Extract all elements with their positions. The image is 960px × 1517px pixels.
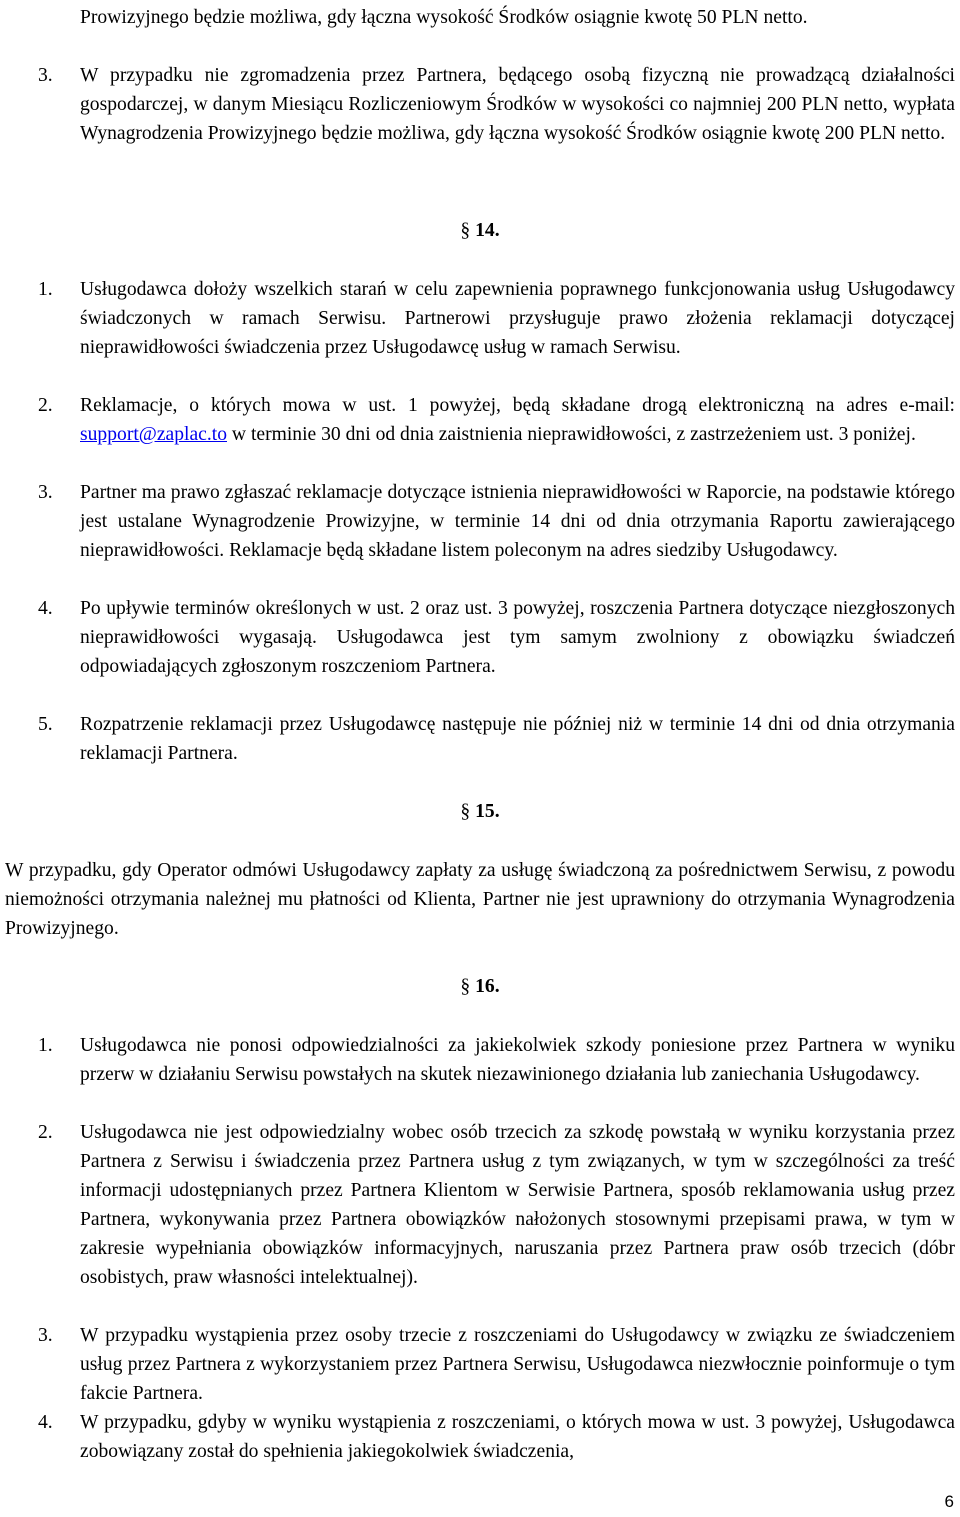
section-number: 14. (475, 220, 500, 241)
section-paragraph: W przypadku, gdy Operator odmówi Usługodawcy zapłaty za usługę świadczoną za pośrednictwem Serwisu, z powodu niemożności otrzymania należnej mu płatności od Klienta, Partner nie jest uprawniony do otrzymania Wynagrodzenia Prowizyjnego. (5, 860, 955, 940)
section-sign: § (460, 801, 471, 822)
item-text: Rozpatrzenie reklamacji przez Usługodawcę następuje nie później niż w terminie 14 dni od dnia otrzymania reklamacji Partnera. (80, 714, 955, 765)
list-item (38, 1031, 955, 1089)
item-number: 2. (38, 1122, 53, 1143)
item-text-after: w terminie 30 dni od dnia zaistnienia nieprawidłowości, z zastrzeżeniem ust. 3 poniżej. (231, 424, 916, 446)
item-text: W przypadku nie zgromadzenia przez Partnera, będącego osobą fizyczną nie prowadzącą działalności gospodarczej, w danym Miesiącu Rozliczeniowym Środków w wysokości co najmniej 200 PLN netto, wypłata Wynagrodzenia Prowizyjnego będzie możliwa, gdy łączna wysokość Środków osiągnie kwotę 200 PLN netto. (80, 65, 955, 145)
section-heading-16 (0, 972, 960, 1001)
item-text: Usługodawca nie jest odpowiedzialny wobec osób trzecich za szkodę powstałą w wyniku korzystania przez Partnera z Serwisu i świadczenia przez Partnera usług z tym związanych, w tym w szczególności za treść informacji udostępnianych przez Partnera Klientom w Serwisie Partnera, sposób reklamowania usług przez Partnera, wykonywania przez Partnera obowiązków nałożonych stosownymi przepisami prawa, w tym w zakresie wypełniania obowiązków informacyjnych, naruszania przez Partnera praw osób trzecich (dóbr osobistych, praw własności intelektualnej). (80, 1122, 955, 1289)
item-text: Partner ma prawo zgłaszać reklamacje dotyczące istnienia nieprawidłowości w Raporcie, na podstawie którego jest ustalane Wynagrodzenie Prowizyjne, w terminie 14 dni od dnia otrzymania Raportu zawierającego nieprawidłowości. Reklamacje będą składane listem poleconym na adres siedziby Usługodawcy. (80, 482, 955, 562)
item-text-before: Reklamacje, o których mowa w ust. 1 powyżej, będą składane drogą elektroniczną na adres e-mail: (80, 395, 955, 416)
item-text: W przypadku, gdyby w wyniku wystąpienia z roszczeniami, o których mowa w ust. 3 powyżej, Usługodawca zobowiązany został do spełnienia jakiegokolwiek świadczenia, (80, 1412, 955, 1463)
item-number: 1. (38, 279, 53, 300)
item-number: 4. (38, 598, 53, 619)
support-email-link[interactable]: support@zaplac.to (80, 424, 227, 446)
section-heading-14 (0, 216, 960, 245)
page-number: 6 (944, 1492, 954, 1511)
list-item (38, 61, 955, 148)
continuation-paragraph: Prowizyjnego będzie możliwa, gdy łączna wysokość Środków osiągnie kwotę 50 PLN netto. (80, 7, 808, 28)
list-item (38, 1118, 955, 1293)
list-item (38, 391, 955, 449)
section-number: 16. (475, 976, 500, 997)
item-number: 3. (38, 482, 53, 503)
list-item (38, 1321, 955, 1408)
item-number: 4. (38, 1412, 53, 1433)
list-item (38, 1408, 955, 1466)
list-item (38, 478, 955, 565)
item-number: 3. (38, 65, 53, 86)
list-item (38, 275, 955, 362)
item-number: 5. (38, 714, 53, 735)
item-number: 2. (38, 395, 53, 416)
list-item (38, 594, 955, 681)
item-text: W przypadku wystąpienia przez osoby trzecie z roszczeniami do Usługodawcy w związku ze świadczeniem usług przez Partnera z wykorzystaniem przez Partnera Serwisu, Usługodawca niezwłocznie poinformuje o tym fakcie Partnera. (80, 1325, 955, 1405)
item-text: Usługodawca nie ponosi odpowiedzialności za jakiekolwiek szkody poniesione przez Partnera w wyniku przerw w działaniu Serwisu powstałych na skutek niezawinionego działania lub zaniechania Usługodawcy. (80, 1035, 955, 1086)
item-text: Usługodawca dołoży wszelkich starań w celu zapewnienia poprawnego funkcjonowania usług Usługodawcy świadczonych w ramach Serwisu. Partnerowi przysługuje prawo złożenia reklamacji dotyczącej nieprawidłowości świadczenia przez Usługodawcę usług w ramach Serwisu. (80, 279, 955, 359)
item-text (80, 391, 955, 449)
item-number: 1. (38, 1035, 53, 1056)
section-number: 15. (475, 801, 500, 822)
section-sign: § (460, 220, 471, 241)
item-number: 3. (38, 1325, 53, 1346)
item-text: Po upływie terminów określonych w ust. 2 oraz ust. 3 powyżej, roszczenia Partnera dotyczące niezgłoszonych nieprawidłowości wygasają. Usługodawca jest tym samym zwolniony z obowiązku świadczeń odpowiadających zgłoszonym roszczeniom Partnera. (80, 598, 955, 678)
section-heading-15 (0, 797, 960, 826)
list-item (38, 710, 955, 768)
section-sign: § (460, 976, 471, 997)
